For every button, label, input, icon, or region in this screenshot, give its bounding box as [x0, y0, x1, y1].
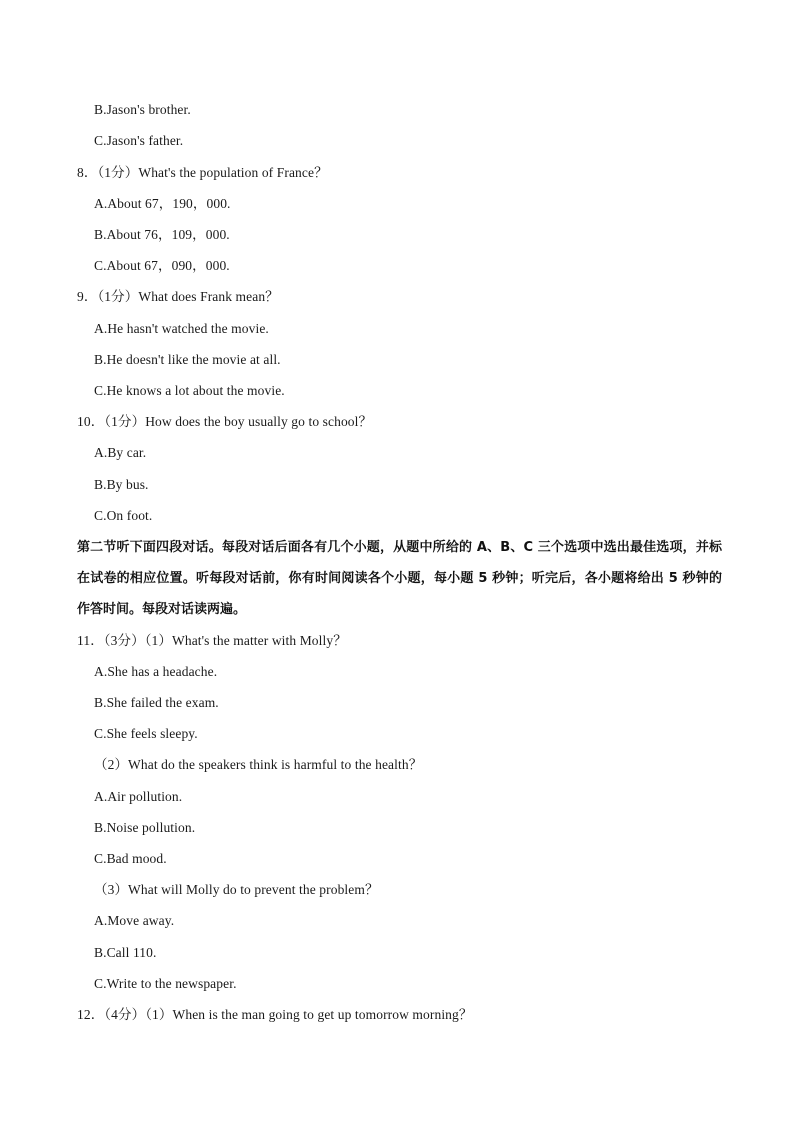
q11-1-option-b: B.She failed the exam. [94, 695, 219, 710]
question-9: 9．（1分）What does Frank mean？ [77, 289, 279, 304]
q7-option-c: C.Jason's father. [94, 133, 184, 148]
q11-1-option-a: A.She has a headache. [94, 664, 218, 679]
q10-option-a: A.By car. [94, 445, 147, 460]
q9-option-a: A.He hasn't watched the movie. [94, 321, 269, 336]
question-11-2: （2）What do the speakers think is harmful to the health？ [94, 757, 423, 772]
question-11: 11．（3分）（1）What's the matter with Molly？ [77, 633, 347, 648]
q7-option-b: B.Jason's brother. [94, 102, 191, 117]
q8-option-c: C.About 67，090，000. [94, 258, 230, 273]
q11-3-option-b: B.Call 110. [94, 945, 157, 960]
q11-2-option-a: A.Air pollution. [94, 789, 183, 804]
q10-option-b: B.By bus. [94, 477, 149, 492]
q8-option-a: A.About 67，190，000. [94, 196, 231, 211]
q9-option-c: C.He knows a lot about the movie. [94, 383, 285, 398]
question-8: 8．（1分）What's the population of France？ [77, 165, 328, 180]
section-instructions: 第二节听下面四段对话。每段对话后面各有几个小题，从题中所给的 A、B、C 三个选项中选出最佳选项，并标在试卷的相应位置。听每段对话前，你有时间阅读各个小题，每小题 5 秒钟；听完后，各小题将给出 5 秒钟的作答时间。每段对话读两遍。 [77, 540, 722, 617]
q11-3-option-c: C.Write to the newspaper. [94, 976, 237, 991]
q9-option-b: B.He doesn't like the movie at all. [94, 352, 281, 367]
q11-1-option-c: C.She feels sleepy. [94, 726, 198, 741]
question-10: 10．（1分）How does the boy usually go to school？ [77, 414, 373, 429]
q10-option-c: C.On foot. [94, 508, 153, 523]
q11-3-option-a: A.Move away. [94, 913, 175, 928]
question-11-3: （3）What will Molly do to prevent the problem？ [94, 882, 379, 897]
q11-2-option-b: B.Noise pollution. [94, 820, 196, 835]
q8-option-b: B.About 76，109，000. [94, 227, 230, 242]
question-12: 12．（4分）（1）When is the man going to get up tomorrow morning？ [77, 1007, 473, 1022]
q11-2-option-c: C.Bad mood. [94, 851, 167, 866]
